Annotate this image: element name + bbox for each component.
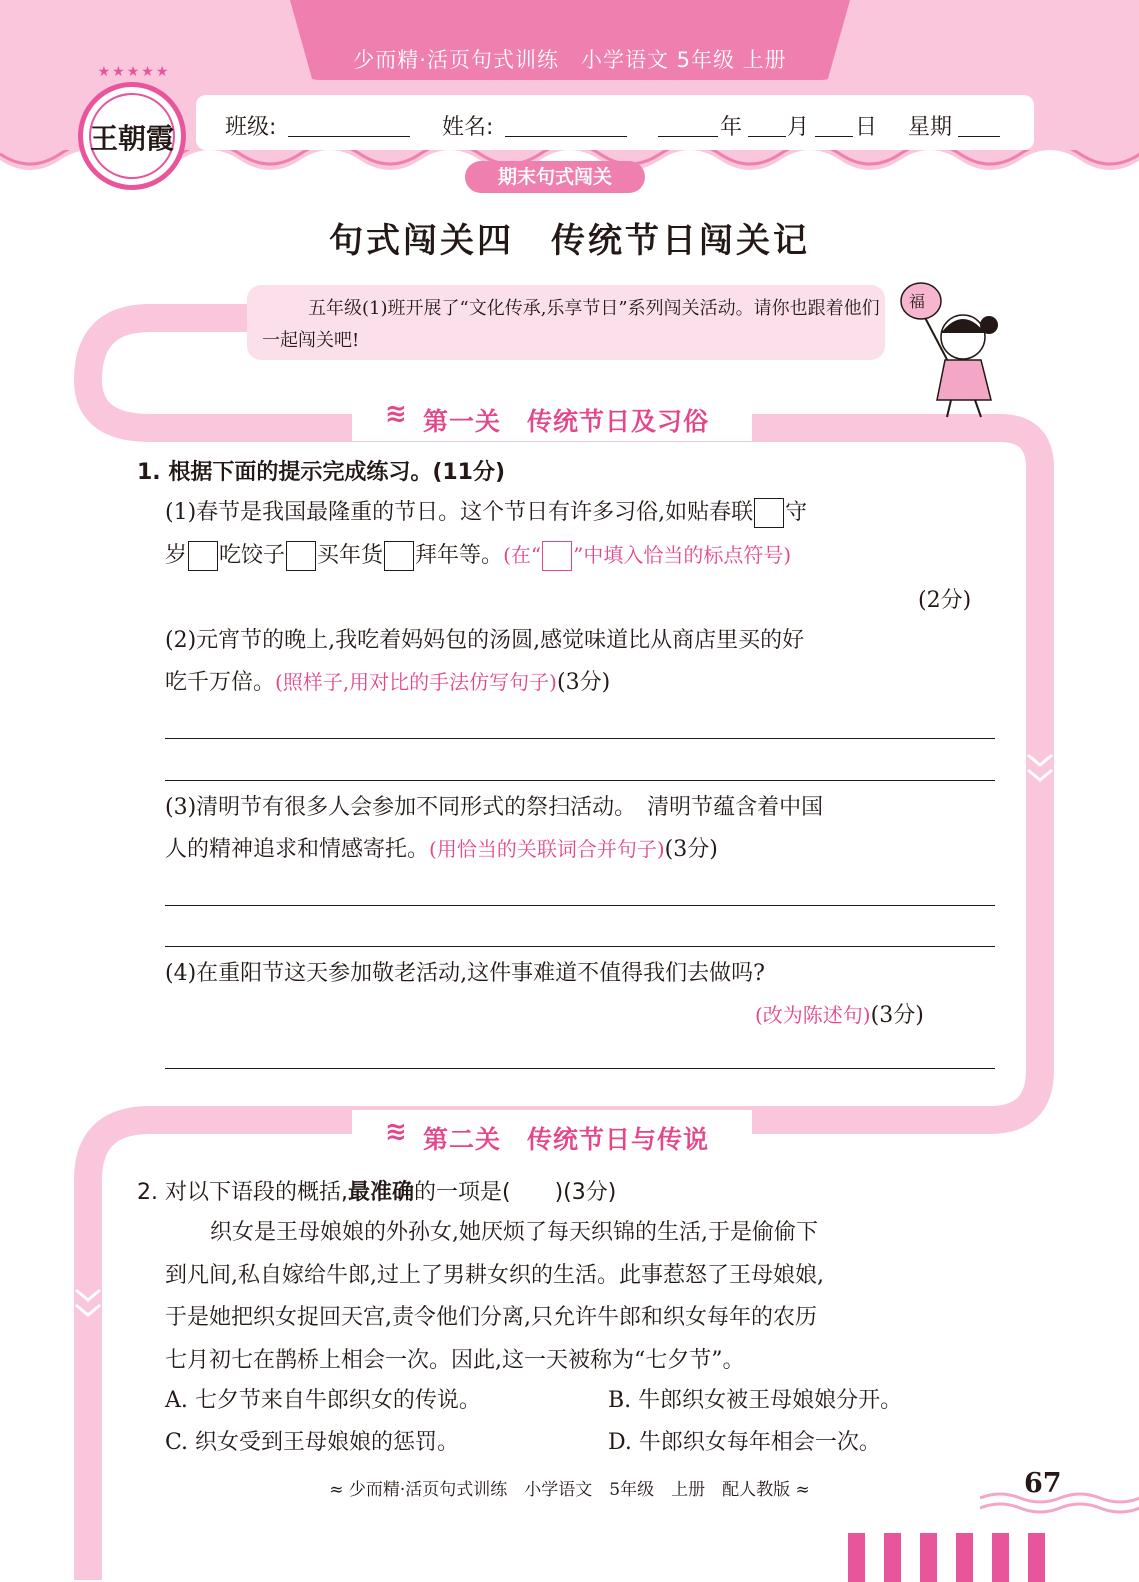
punctuation-box[interactable] bbox=[384, 541, 414, 571]
logo-stars: ★★★★★ bbox=[97, 64, 171, 80]
day-label: 日 bbox=[855, 115, 878, 140]
footer-text: ≈ 少而精·活页句式训练 小学语文 5年级 上册 配人教版 ≈ bbox=[329, 1480, 810, 1500]
hint-box-icon bbox=[542, 541, 572, 571]
question2-heading bbox=[137, 1175, 616, 1206]
footer-stripe bbox=[992, 1533, 1009, 1582]
punctuation-box[interactable] bbox=[286, 541, 316, 571]
name-field[interactable] bbox=[505, 112, 627, 137]
q1-part3-score: (3分) bbox=[664, 837, 718, 862]
passage-line: 织女是王母娘娘的外孙女,她厌烦了每天织锦的生活,于是偷偷下 bbox=[210, 1220, 818, 1245]
day-field[interactable] bbox=[815, 112, 853, 137]
footer-stripe bbox=[1028, 1533, 1045, 1582]
wave-icon: ≋ bbox=[385, 399, 407, 429]
section-badge: 期末句式闯关 bbox=[465, 161, 645, 193]
class-label: 班级: bbox=[225, 115, 277, 140]
lantern-character: 福 bbox=[909, 292, 926, 311]
footer-stripe bbox=[920, 1533, 937, 1582]
q1-part1-line2 bbox=[165, 538, 791, 571]
answer-line[interactable] bbox=[165, 780, 995, 781]
passage-line: 于是她把织女捉回天宫,责令他们分离,只允许牛郎和织女每年的农历 bbox=[165, 1305, 817, 1330]
month-field[interactable] bbox=[748, 112, 786, 137]
q1-part2-score: (3分) bbox=[556, 670, 611, 695]
section2-title: 第二关 传统节日与传说 bbox=[423, 1125, 710, 1154]
q1-part1-hint: (在“ bbox=[503, 543, 542, 567]
q1-part1-text: 岁 bbox=[165, 543, 188, 568]
logo-text: 王朝霞 bbox=[89, 122, 174, 155]
answer-line[interactable] bbox=[165, 1068, 995, 1069]
q1-part3-hint: (用恰当的关联词合并句子) bbox=[429, 837, 665, 861]
name-label: 姓名: bbox=[442, 115, 494, 140]
year-field[interactable] bbox=[658, 112, 718, 137]
question1-heading: 1. 根据下面的提示完成练习。(11分) bbox=[137, 460, 506, 485]
option-d[interactable]: D. 牛郎织女每年相会一次。 bbox=[608, 1430, 881, 1455]
year-label: 年 bbox=[720, 115, 743, 140]
q1-part1-line1 bbox=[165, 495, 807, 528]
q2-heading-text: 2. 对以下语段的概括, bbox=[137, 1180, 348, 1205]
month-label: 月 bbox=[787, 115, 810, 140]
q2-heading-text: 的一项是( )(3分) bbox=[414, 1180, 617, 1205]
section1-title: 第一关 传统节日及习俗 bbox=[423, 407, 710, 436]
footer-stripe bbox=[956, 1533, 973, 1582]
q1-part2-line2 bbox=[165, 665, 610, 696]
option-c[interactable]: C. 织女受到王母娘娘的惩罚。 bbox=[165, 1430, 460, 1455]
q1-part4-score: (3分) bbox=[870, 1003, 924, 1028]
punctuation-box[interactable] bbox=[188, 541, 218, 571]
q1-part4-line1: (4)在重阳节这天参加敬老活动,这件事难道不值得我们去做吗? bbox=[165, 961, 765, 986]
q1-part4-line2 bbox=[755, 998, 924, 1029]
punctuation-box[interactable] bbox=[754, 498, 784, 528]
footer-stripe bbox=[848, 1533, 865, 1582]
wave-icon: ≋ bbox=[385, 1117, 407, 1147]
option-a[interactable]: A. 七夕节来自牛郎织女的传说。 bbox=[165, 1388, 481, 1413]
q1-part3-line2 bbox=[165, 832, 718, 863]
class-field[interactable] bbox=[288, 112, 410, 137]
q1-part1-text: 拜年等。 bbox=[415, 543, 504, 568]
weekday-label: 星期 bbox=[908, 115, 953, 140]
page-number: 67 bbox=[1024, 1468, 1062, 1499]
q1-part1-text: 守 bbox=[785, 500, 808, 525]
page-title: 句式闯关四 传统节日闯关记 bbox=[329, 221, 810, 261]
series-title: 少而精·活页句式训练 小学语文 5年级 上册 bbox=[353, 48, 787, 72]
passage-line: 七月初七在鹊桥上相会一次。因此,这一天被称为“七夕节”。 bbox=[165, 1348, 745, 1373]
q1-part1-score: (2分) bbox=[918, 588, 972, 613]
q1-part2-text: 吃千万倍。 bbox=[165, 670, 276, 695]
q1-part2-line1: (2)元宵节的晚上,我吃着妈妈包的汤圆,感觉味道比从商店里买的好 bbox=[165, 628, 805, 653]
q1-part3-line1: (3)清明节有很多人会参加不同形式的祭扫活动。 清明节蕴含着中国 bbox=[165, 795, 824, 820]
q1-part1-text: 买年货 bbox=[317, 543, 384, 568]
answer-line[interactable] bbox=[165, 738, 995, 739]
answer-line[interactable] bbox=[165, 946, 995, 947]
q1-part3-text: 人的精神追求和情感寄托。 bbox=[165, 837, 430, 862]
q1-part4-hint: (改为陈述句) bbox=[755, 1003, 871, 1027]
answer-line[interactable] bbox=[165, 905, 995, 906]
q1-part1-hint: ”中填入恰当的标点符号) bbox=[573, 543, 792, 567]
q1-part2-hint: (照样子,用对比的手法仿写句子) bbox=[275, 670, 557, 694]
q1-part1-text: 吃饺子 bbox=[219, 543, 286, 568]
passage-line: 到凡间,私自嫁给牛郎,过上了男耕女织的生活。此事惹怒了王母娘娘, bbox=[165, 1263, 824, 1288]
footer-wave bbox=[980, 1490, 1139, 1520]
intro-text: 五年级(1)班开展了“文化传承,乐享节日”系列闯关活动。请你也跟着他们一起闯关吧! bbox=[262, 298, 880, 351]
q1-part1-text: (1)春节是我国最隆重的节日。这个节日有许多习俗,如贴春联 bbox=[165, 500, 754, 525]
weekday-field[interactable] bbox=[958, 112, 1000, 137]
option-b[interactable]: B. 牛郎织女被王母娘娘分开。 bbox=[608, 1388, 903, 1413]
q2-heading-emphasis: 最准确 bbox=[347, 1180, 414, 1205]
footer-stripe bbox=[884, 1533, 901, 1582]
